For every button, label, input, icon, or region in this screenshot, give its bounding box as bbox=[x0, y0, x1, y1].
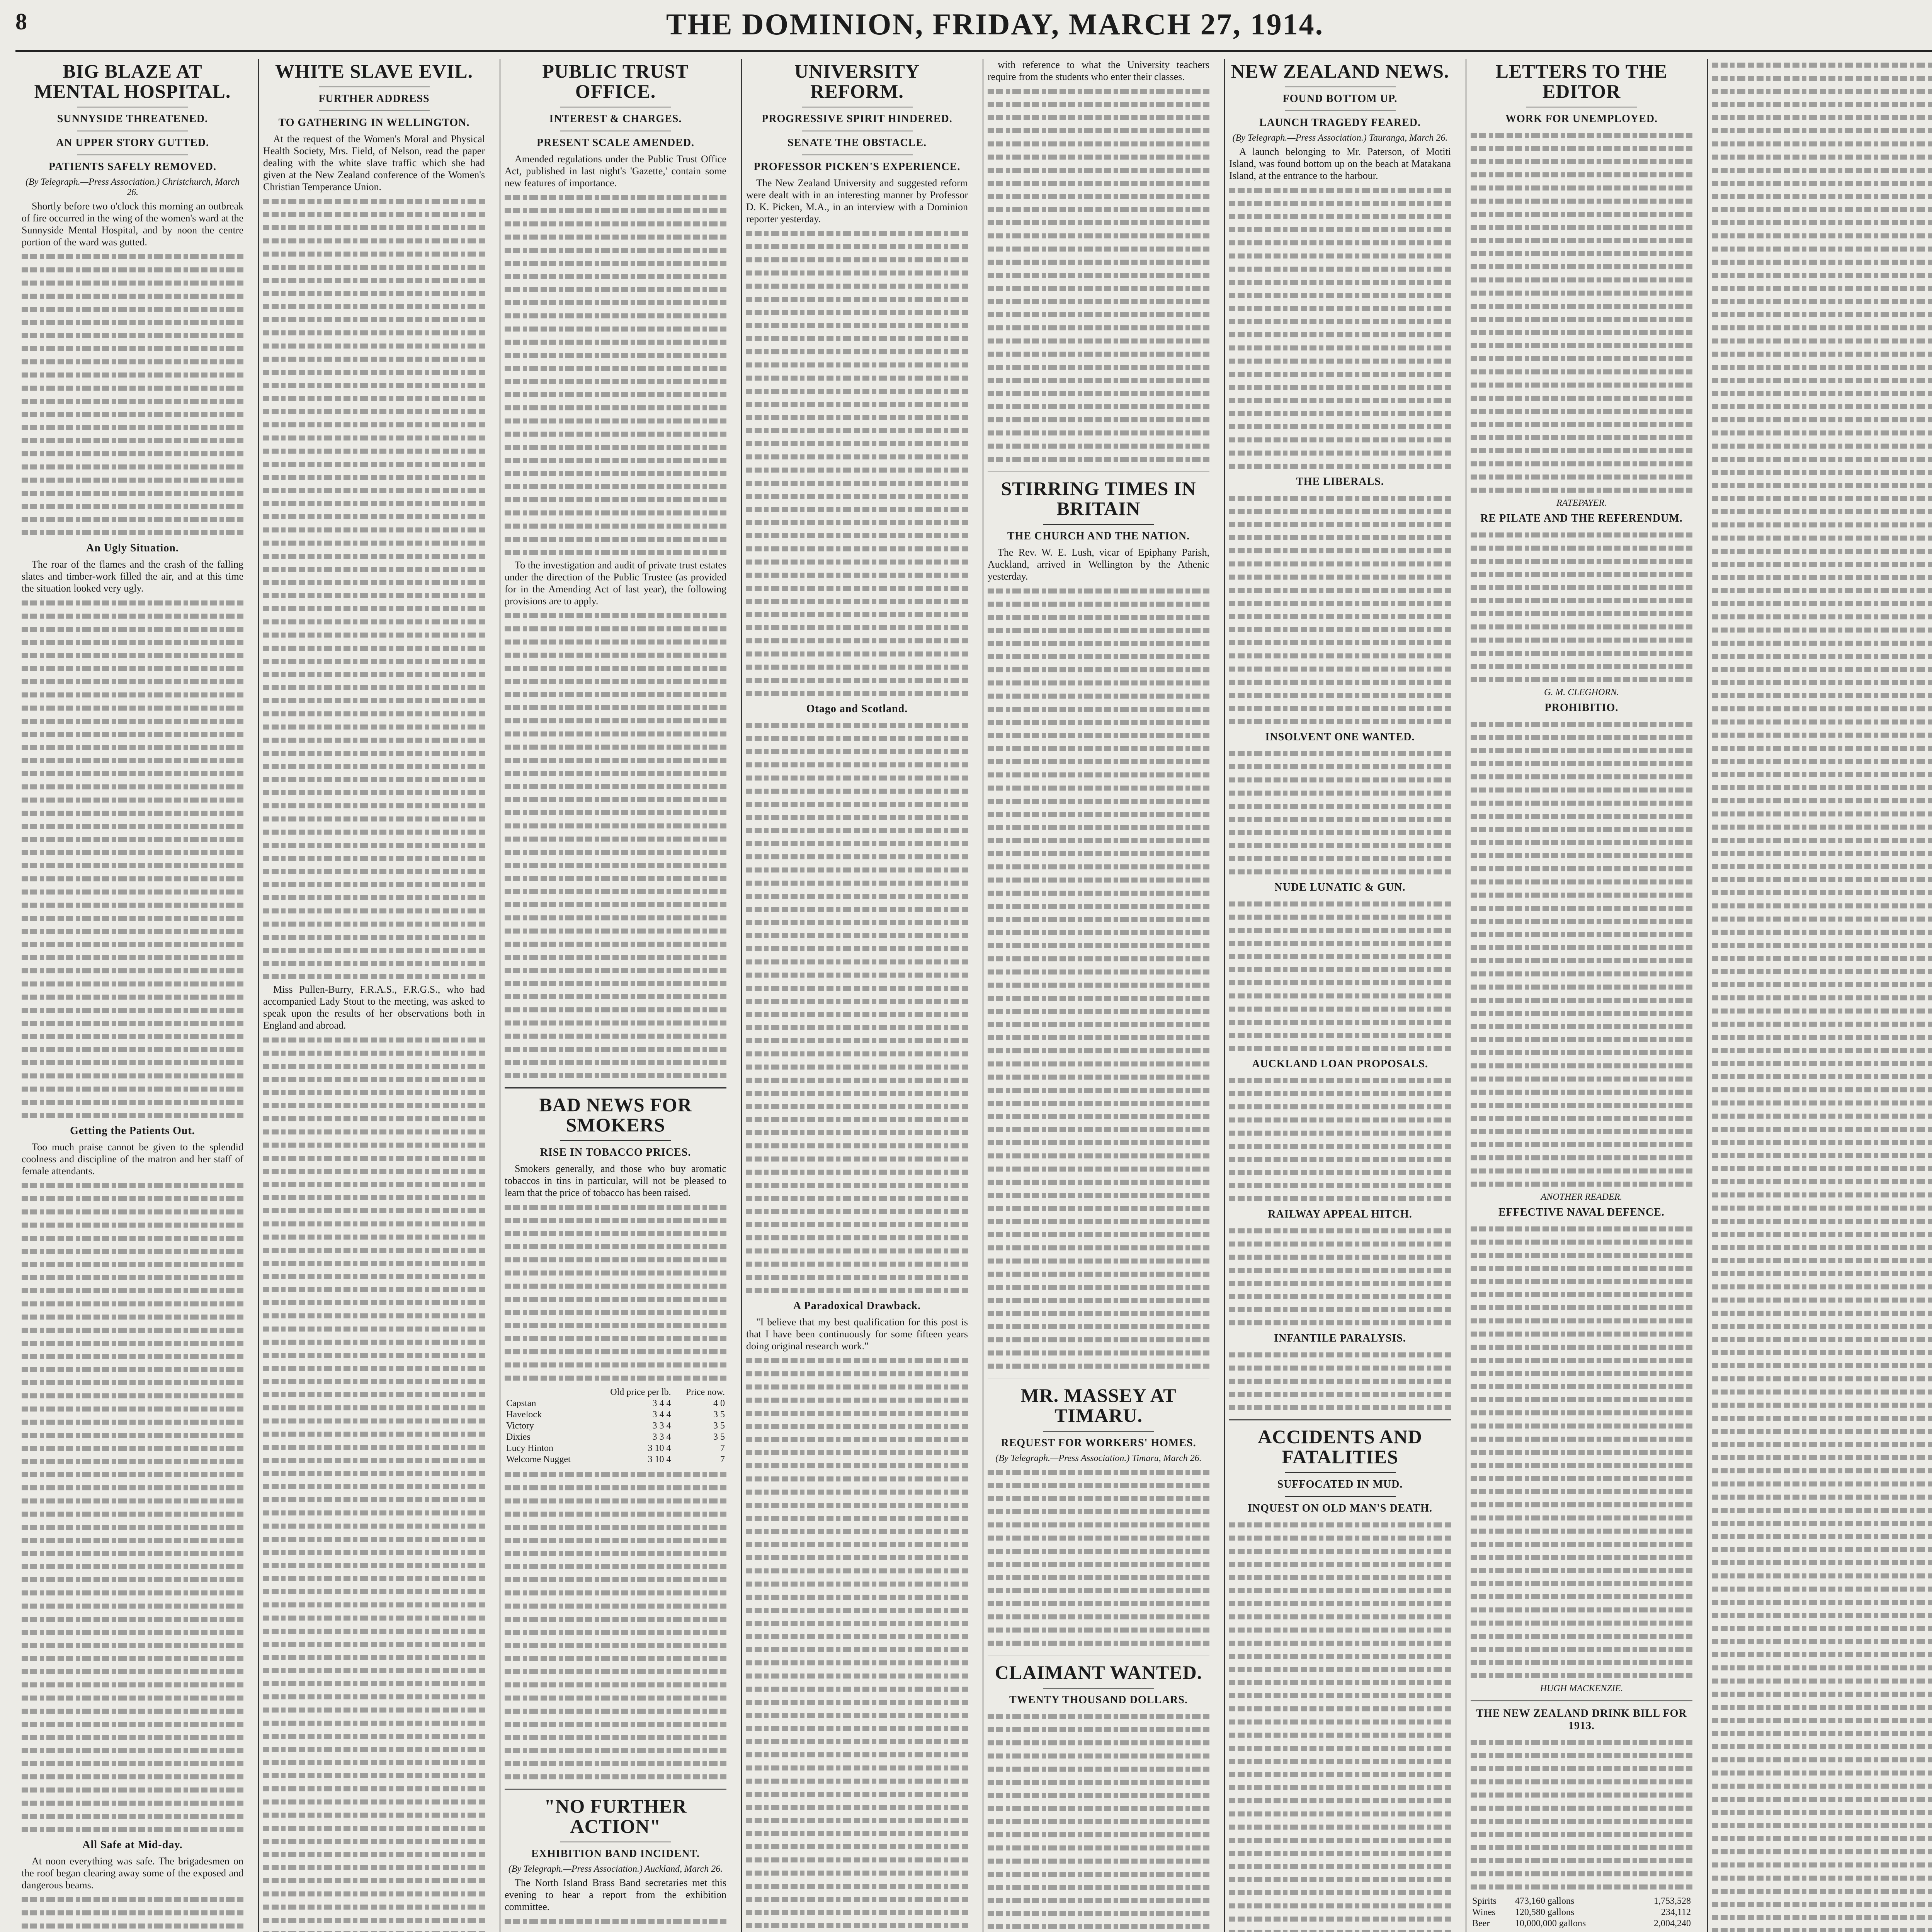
column-3 bbox=[502, 59, 730, 1932]
dateline: (By Telegraph.—Press Association.) Auckland, March 26. bbox=[508, 1864, 723, 1874]
column-1 bbox=[19, 59, 247, 1932]
paragraph: To the investigation and audit of private trust estates under the direction of the Public Trustee (as provided for in the Amending Act of last year), the following provisions are to apply. bbox=[505, 560, 726, 607]
subheading: INFANTILE PARALYSIS. bbox=[1274, 1332, 1406, 1344]
article-body bbox=[746, 177, 968, 1932]
table-row: Dixies 3 3 4 3 5 bbox=[506, 1432, 725, 1442]
signature: ANOTHER READER. bbox=[1541, 1192, 1622, 1202]
headline: ACCIDENTS AND FATALITIES bbox=[1258, 1426, 1422, 1468]
table-row: Havelock 3 4 4 3 5 bbox=[506, 1410, 725, 1420]
headline: WHITE SLAVE EVIL. bbox=[275, 60, 473, 82]
table-row: Wines 120,580 gallons 234,112 bbox=[1472, 1907, 1691, 1917]
paragraph: Amended regulations under the Public Trust Office Act, published in last night's 'Gazette,' contain some new features of importance. bbox=[505, 153, 726, 189]
deck: SUNNYSIDE THREATENED. bbox=[57, 113, 208, 125]
paragraph: Miss Pullen-Burry, F.R.A.S., F.R.G.S., who had accompanied Lady Stout to the meeting, was asked to speak upon the results of her observations both in England and abroad. bbox=[263, 984, 485, 1031]
table-row: Victory 3 3 4 3 5 bbox=[506, 1421, 725, 1431]
paragraph: Shortly before two o'clock this morning an outbreak of fire occurred in the wing of the women's ward at the Sunnyside Mental Hospital, and by noon the centre portion of the ward was gutted. bbox=[22, 201, 243, 248]
dateline: (By Telegraph.—Press Association.) Christchurch, March 26. bbox=[26, 177, 240, 197]
article-body bbox=[505, 153, 726, 1081]
deck: PROFESSOR PICKEN'S EXPERIENCE. bbox=[753, 161, 961, 173]
masthead-rule bbox=[15, 50, 1932, 52]
deck: TO GATHERING IN WELLINGTON. bbox=[278, 117, 470, 129]
paragraph: The roar of the flames and the crash of the falling slates and timber-work filled the air, and at this time the situation looked very ugly. bbox=[22, 559, 243, 594]
headline: MR. MASSEY AT TIMARU. bbox=[1020, 1384, 1177, 1426]
headline: PUBLIC TRUST OFFICE. bbox=[542, 60, 689, 102]
deck: EXHIBITION BAND INCIDENT. bbox=[531, 1848, 700, 1860]
deck: FURTHER ADDRESS bbox=[318, 93, 430, 105]
masthead bbox=[15, 0, 1932, 58]
deck: PROHIBITIO. bbox=[1544, 702, 1619, 714]
deck: REQUEST FOR WORKERS' HOMES. bbox=[1001, 1437, 1196, 1449]
column-2 bbox=[260, 59, 488, 1932]
signature: RATEPAYER. bbox=[1556, 498, 1607, 508]
article-body bbox=[22, 200, 243, 1932]
headline: NEW ZEALAND NEWS. bbox=[1231, 60, 1449, 82]
column-divider bbox=[258, 59, 259, 1932]
deck: INTEREST & CHARGES. bbox=[549, 113, 682, 125]
deck: PRESENT SCALE AMENDED. bbox=[536, 137, 695, 149]
table-row: Welcome Nugget 3 10 4 7 bbox=[506, 1454, 725, 1464]
paragraph: A launch belonging to Mr. Paterson, of Motiti Island, was found bottom up on the beach at Matakana Island, at the entrance to the harbour. bbox=[1229, 146, 1451, 181]
column-4 bbox=[743, 59, 971, 1932]
subheading: AUCKLAND LOAN PROPOSALS. bbox=[1252, 1058, 1428, 1070]
article-body bbox=[263, 133, 485, 1932]
headline: "NO FURTHER ACTION" bbox=[544, 1795, 687, 1837]
subheading: An Ugly Situation. bbox=[86, 542, 179, 554]
deck: SUFFOCATED IN MUD. bbox=[1277, 1478, 1403, 1490]
headline: BIG BLAZE AT MENTAL HOSPITAL. bbox=[34, 60, 231, 102]
column-8 bbox=[1709, 59, 1932, 1932]
column-divider bbox=[1224, 59, 1225, 1932]
paragraph: with reference to what the University teachers require from the students who enter their classes. bbox=[988, 59, 1209, 82]
column-divider bbox=[1707, 59, 1708, 1932]
column-divider bbox=[741, 59, 742, 1932]
subheading: Otago and Scotland. bbox=[806, 703, 908, 715]
deck: WORK FOR UNEMPLOYED. bbox=[1505, 113, 1658, 125]
article-body bbox=[1229, 146, 1451, 1413]
article-body bbox=[988, 546, 1209, 1372]
table-row: Beer 10,000,000 gallons 2,004,240 bbox=[1472, 1918, 1691, 1929]
deck: PROGRESSIVE SPIRIT HINDERED. bbox=[762, 113, 952, 125]
headline: CLAIMANT WANTED. bbox=[995, 1662, 1202, 1683]
deck: THE CHURCH AND THE NATION. bbox=[1007, 530, 1190, 542]
deck: TWENTY THOUSAND DOLLARS. bbox=[1009, 1694, 1188, 1706]
article-body bbox=[988, 59, 1209, 465]
headline: BAD NEWS FOR SMOKERS bbox=[539, 1094, 692, 1136]
headline: UNIVERSITY REFORM. bbox=[794, 60, 920, 102]
article-body bbox=[505, 1877, 726, 1932]
paragraph: At noon everything was safe. The brigadesmen on the roof began clearing away some of the exposed and dangerous beams. bbox=[22, 1855, 243, 1891]
table-row: Spirits 473,160 gallons 1,753,528 bbox=[1472, 1896, 1691, 1906]
paragraph: The New Zealand University and suggested reform were dealt with in an interesting manner by Professor D. K. Picken, M.A., in an interview with a Dominion reporter yesterday. bbox=[746, 177, 968, 224]
tobacco-price-table: Old price per lb. Price now. Capstan 3 4 4 4 0 Havelock 3 4 4 3 5 Victory 3 3 4 3 5 Dixies 3 3 4 3 5 Lucy Hinton 3 10 4 7 Welcome Nugget 3 10 4 7 bbox=[505, 1387, 726, 1465]
paragraph: Smokers generally, and those who buy aromatic tobaccos in tins in particular, will not be pleased to learn that the price of tobacco has been raised. bbox=[505, 1163, 726, 1198]
subheading: Getting the Patients Out. bbox=[70, 1125, 195, 1137]
page-number: 8 bbox=[15, 9, 27, 34]
drink-bill-table bbox=[1471, 1896, 1692, 1929]
headline: THE NEW ZEALAND DRINK BILL FOR 1913. bbox=[1476, 1708, 1687, 1732]
column-6 bbox=[1226, 59, 1454, 1932]
table-row: Lucy Hinton 3 10 4 7 bbox=[506, 1443, 725, 1453]
column-7 bbox=[1468, 59, 1696, 1932]
subheading: All Safe at Mid-day. bbox=[82, 1839, 183, 1851]
headline: LETTERS TO THE EDITOR bbox=[1495, 60, 1668, 102]
newspaper-title: THE DOMINION, FRIDAY, MARCH 27, 1914. bbox=[666, 7, 1324, 41]
deck: AN UPPER STORY GUTTED. bbox=[56, 137, 209, 149]
subheading: INSOLVENT ONE WANTED. bbox=[1265, 731, 1415, 743]
signature: HUGH MACKENZIE. bbox=[1540, 1684, 1623, 1694]
paragraph: At the request of the Women's Moral and Physical Health Society, Mrs. Field, of Nelson, read the paper dealing with the white slave traffic which she had given at the New Zealand conference of the Women's Christian Temperance Union. bbox=[263, 133, 485, 192]
dateline: (By Telegraph.—Press Association.) Tauranga, March 26. bbox=[1232, 133, 1448, 143]
deck: LAUNCH TRAGEDY FEARED. bbox=[1259, 117, 1421, 129]
subheading: A Paradoxical Drawback. bbox=[793, 1300, 921, 1312]
subheading: RAILWAY APPEAL HITCH. bbox=[1268, 1208, 1412, 1220]
deck: SENATE THE OBSTACLE. bbox=[787, 137, 927, 149]
deck: EFFECTIVE NAVAL DEFENCE. bbox=[1498, 1206, 1665, 1218]
deck: RISE IN TOBACCO PRICES. bbox=[540, 1146, 691, 1158]
headline: STIRRING TIMES IN BRITAIN bbox=[1001, 478, 1196, 519]
column-5 bbox=[985, 59, 1213, 1932]
deck: FOUND BOTTOM UP. bbox=[1282, 93, 1398, 105]
paragraph: Too much praise cannot be given to the splendid coolness and discipline of the matron and her staff of female attendants. bbox=[22, 1141, 243, 1177]
paragraph: The North Island Brass Band secretaries met this evening to hear a report from the exhibition committee. bbox=[505, 1877, 726, 1912]
article-body bbox=[505, 1163, 726, 1384]
paragraph: "I believe that my best qualification for this post is that I have been continuously for some fifteen years doing original research work." bbox=[746, 1316, 968, 1352]
deck: INQUEST ON OLD MAN'S DEATH. bbox=[1248, 1502, 1432, 1514]
deck: RE PILATE AND THE REFERENDUM. bbox=[1480, 512, 1683, 524]
paragraph: The Rev. W. E. Lush, vicar of Epiphany Parish, Auckland, arrived in Wellington by the Athenic yesterday. bbox=[988, 547, 1209, 582]
subheading: THE LIBERALS. bbox=[1296, 476, 1384, 488]
dateline: (By Telegraph.—Press Association.) Timaru, March 26. bbox=[995, 1453, 1202, 1463]
signature: G. M. CLEGHORN. bbox=[1544, 687, 1619, 697]
deck: PATIENTS SAFELY REMOVED. bbox=[49, 161, 216, 173]
table-row: Capstan 3 4 4 4 0 bbox=[506, 1398, 725, 1408]
subheading: NUDE LUNATIC & GUN. bbox=[1274, 881, 1406, 893]
